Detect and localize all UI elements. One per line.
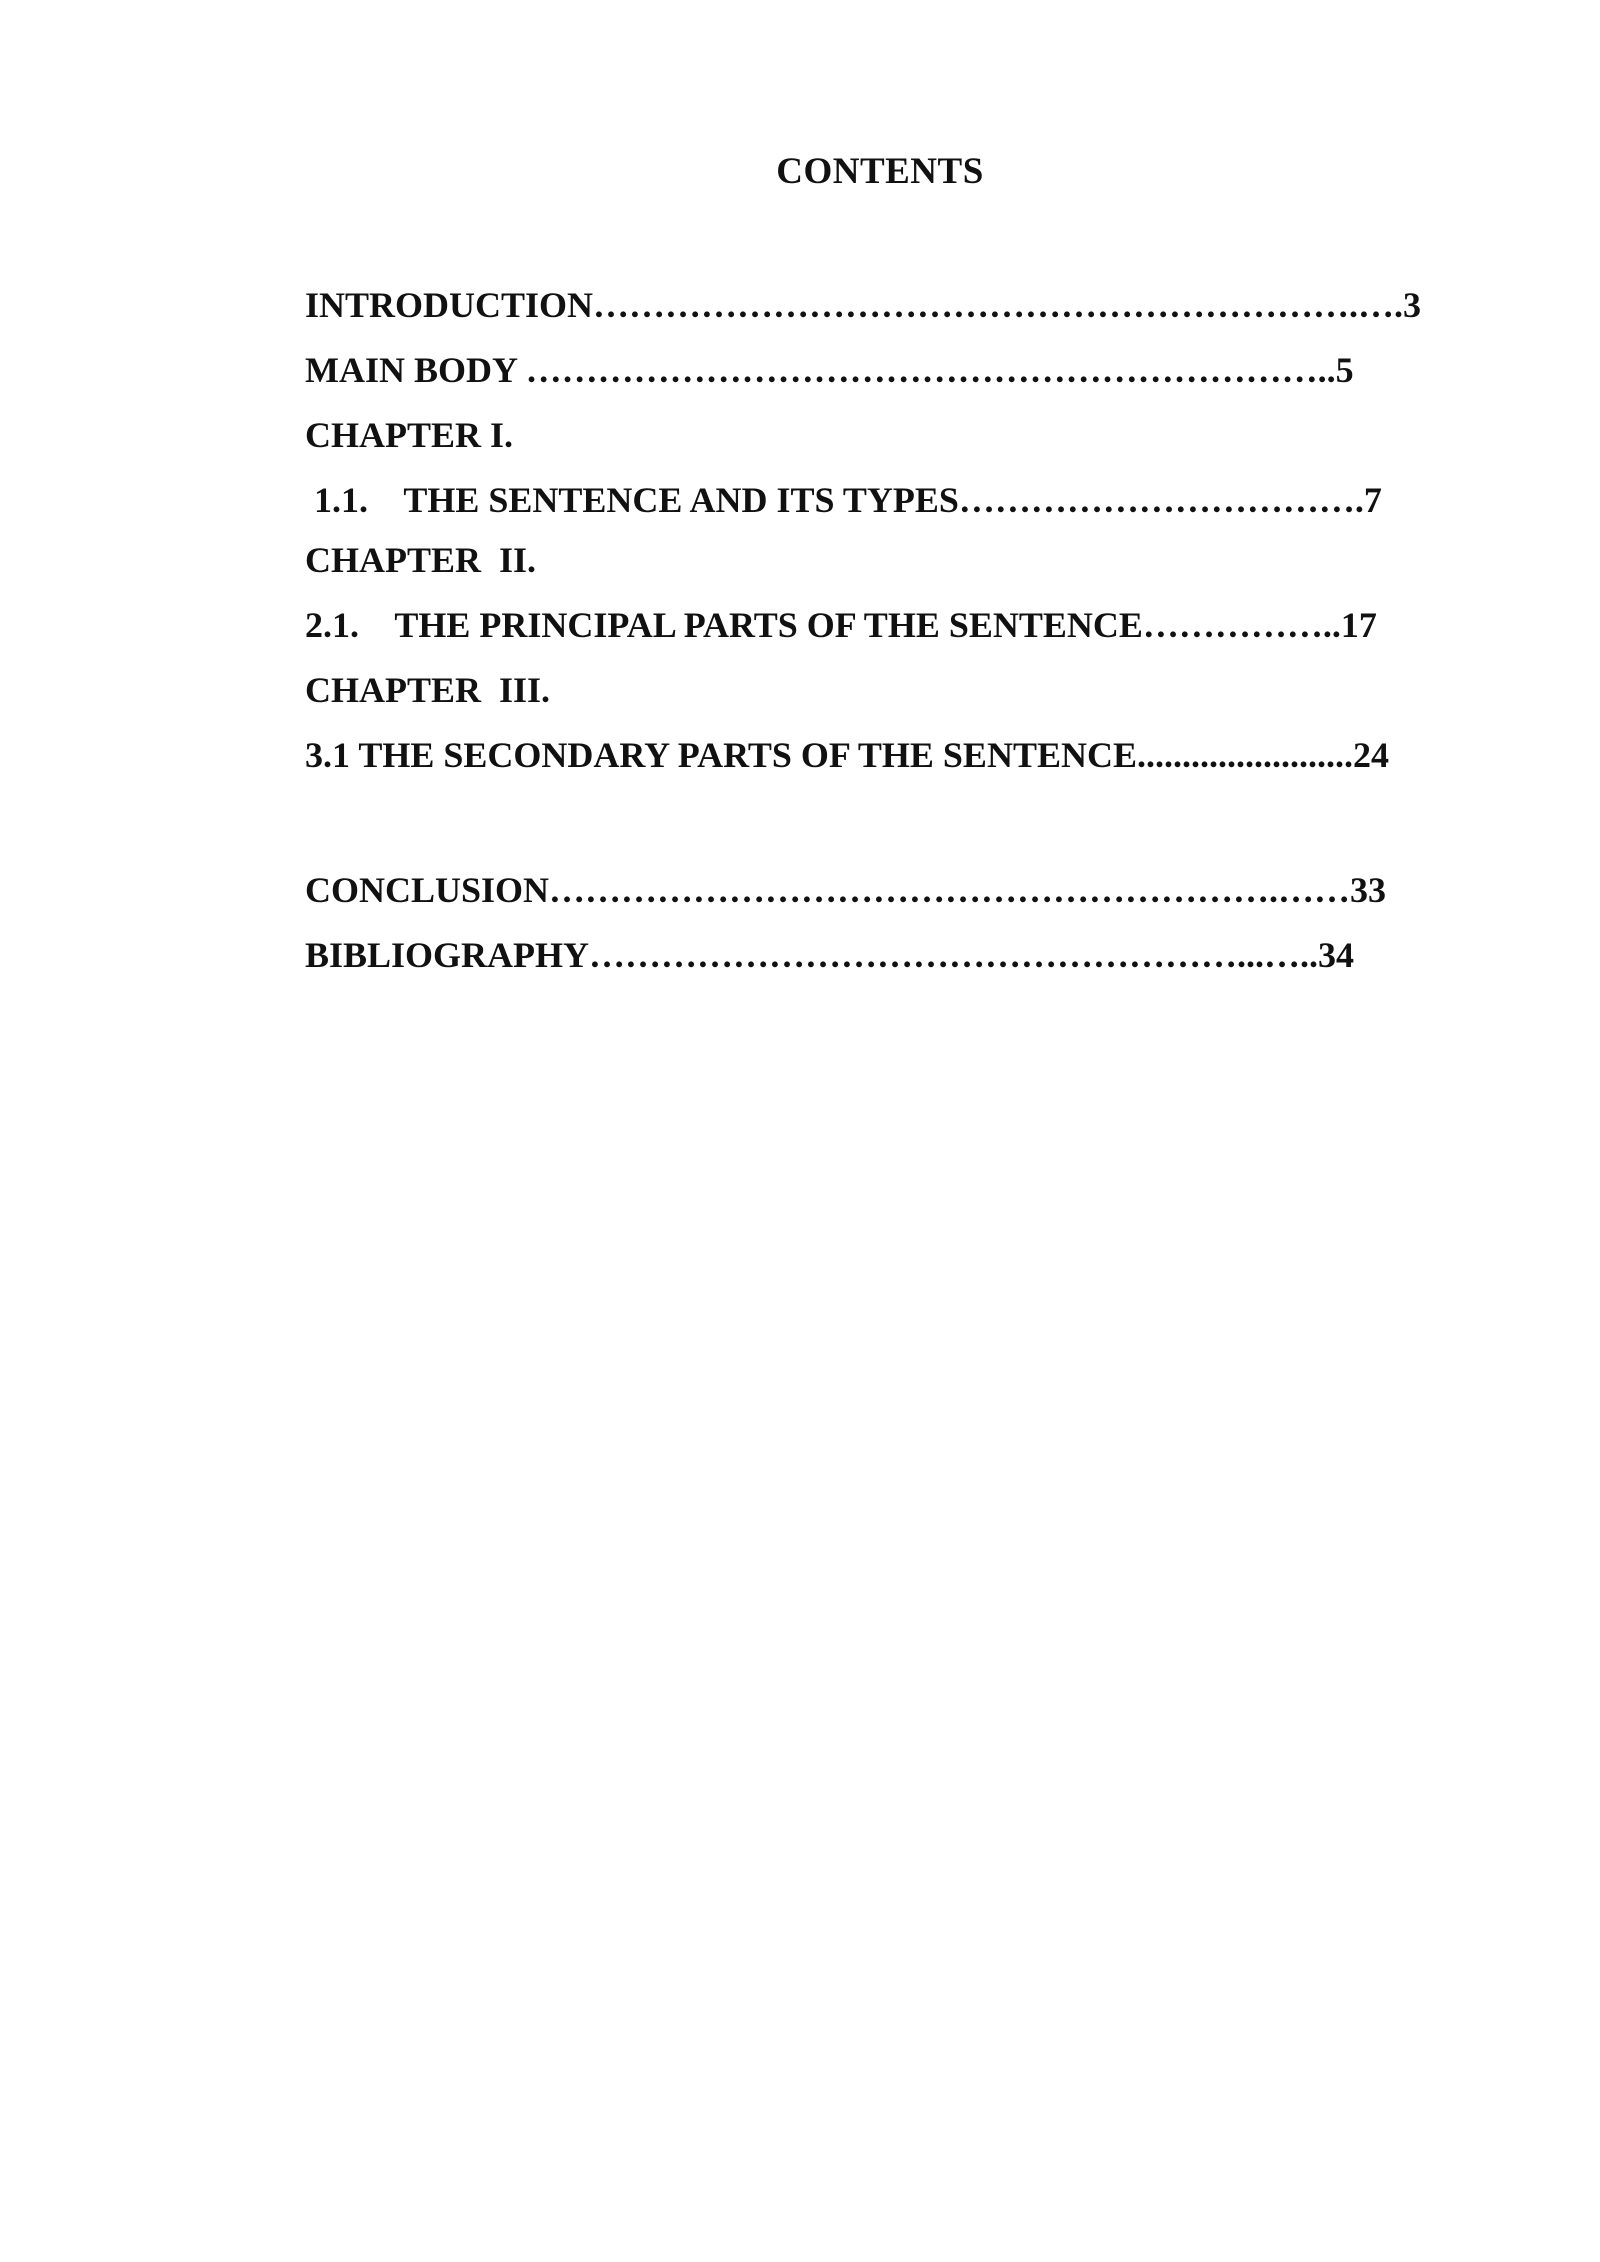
toc-chapter-3-heading: CHAPTER III. (305, 670, 551, 710)
toc-entry-introduction: INTRODUCTION……………………………………………………….….3 (305, 285, 1422, 325)
toc-entry-2-1: 2.1. THE PRINCIPAL PARTS OF THE SENTENCE……………..17 (305, 605, 1377, 645)
toc-chapter-1-heading: CHAPTER I. (305, 415, 514, 455)
toc-entry-conclusion: CONCLUSION…………………………………………………….……33 (305, 870, 1387, 910)
toc-entry-3-1: 3.1 THE SECONDARY PARTS OF THE SENTENCE........................24 (305, 735, 1389, 775)
toc-entry-main-body: MAIN BODY …………………………………………………………..5 (305, 350, 1354, 390)
contents-title: CONTENTS (776, 151, 984, 192)
toc-chapter-2-heading: CHAPTER II. (305, 540, 537, 580)
toc-entry-1-1: 1.1. THE SENTENCE AND ITS TYPES…………………………….7 (305, 480, 1382, 520)
toc-entry-bibliography: BIBLIOGRAPHY………………………………………………...…..34 (305, 935, 1355, 975)
